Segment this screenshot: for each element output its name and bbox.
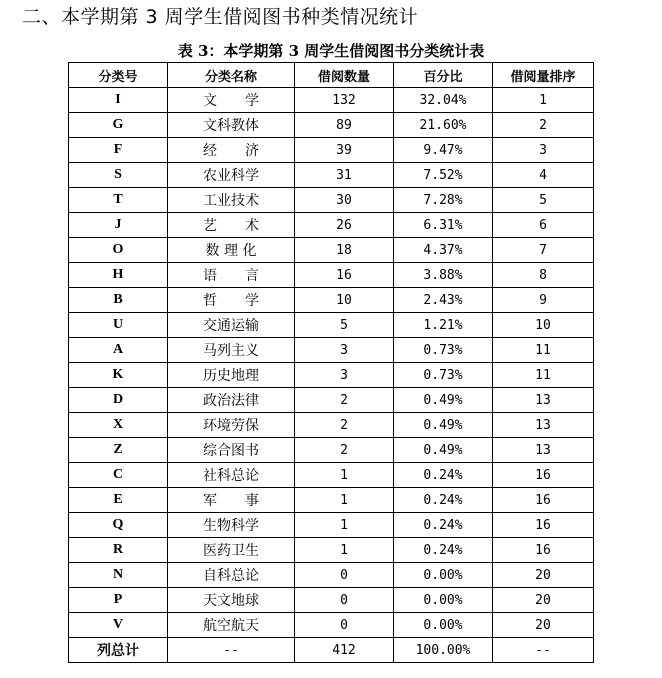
- row-name: 天文地球: [168, 588, 295, 613]
- row-rank: 20: [493, 613, 594, 638]
- row-percent: 0.00%: [394, 563, 493, 588]
- header-rank: 借阅量排序: [493, 63, 594, 88]
- row-count: 0: [295, 588, 394, 613]
- row-rank: 20: [493, 588, 594, 613]
- total-row: [69, 638, 594, 663]
- header-percent: 百分比: [394, 63, 493, 88]
- table-row: [69, 188, 594, 213]
- table-row: [69, 213, 594, 238]
- row-code: P: [69, 588, 168, 613]
- row-code: J: [69, 213, 168, 238]
- row-rank: 2: [493, 113, 594, 138]
- row-code: O: [69, 238, 168, 263]
- table-row: [69, 413, 594, 438]
- table-row: [69, 138, 594, 163]
- table-row: [69, 388, 594, 413]
- row-percent: 0.00%: [394, 613, 493, 638]
- table-row: [69, 513, 594, 538]
- row-percent: 0.00%: [394, 588, 493, 613]
- row-name: 文科教体: [168, 113, 295, 138]
- row-percent: 0.73%: [394, 363, 493, 388]
- row-code: X: [69, 413, 168, 438]
- row-name: 自科总论: [168, 563, 295, 588]
- row-count: 31: [295, 163, 394, 188]
- row-name: 经 济: [168, 138, 295, 163]
- row-code: R: [69, 538, 168, 563]
- table-row: [69, 338, 594, 363]
- row-count: 1: [295, 538, 394, 563]
- row-percent: 7.52%: [394, 163, 493, 188]
- row-count: 3: [295, 363, 394, 388]
- row-percent: 0.73%: [394, 338, 493, 363]
- row-percent: 0.24%: [394, 488, 493, 513]
- row-rank: 9: [493, 288, 594, 313]
- row-name: 哲 学: [168, 288, 295, 313]
- row-code: H: [69, 263, 168, 288]
- header-name: 分类名称: [168, 63, 295, 88]
- row-name: 工业技术: [168, 188, 295, 213]
- row-rank: 3: [493, 138, 594, 163]
- row-percent: 0.24%: [394, 513, 493, 538]
- table-row: [69, 588, 594, 613]
- row-count: 0: [295, 613, 394, 638]
- table-row: [69, 463, 594, 488]
- row-percent: 0.24%: [394, 463, 493, 488]
- row-name: 农业科学: [168, 163, 295, 188]
- row-name: 军 事: [168, 488, 295, 513]
- row-name: 环境劳保: [168, 413, 295, 438]
- row-percent: 4.37%: [394, 238, 493, 263]
- table-row: [69, 288, 594, 313]
- row-percent: 6.31%: [394, 213, 493, 238]
- row-count: 30: [295, 188, 394, 213]
- table-row: [69, 613, 594, 638]
- row-percent: 1.21%: [394, 313, 493, 338]
- table-caption: 表 3：本学期第 3 周学生借阅图书分类统计表: [177, 42, 485, 60]
- table-row: [69, 238, 594, 263]
- row-code: Q: [69, 513, 168, 538]
- row-count: 1: [295, 513, 394, 538]
- table-row: [69, 163, 594, 188]
- row-name: 政治法律: [168, 388, 295, 413]
- row-name: 历史地理: [168, 363, 295, 388]
- row-code: Z: [69, 438, 168, 463]
- table-row: [69, 363, 594, 388]
- row-percent: 0.49%: [394, 388, 493, 413]
- total-label: 列总计: [69, 638, 168, 663]
- row-count: 18: [295, 238, 394, 263]
- row-rank: 16: [493, 463, 594, 488]
- table-row: [69, 538, 594, 563]
- row-rank: 4: [493, 163, 594, 188]
- total-percent: 100.00%: [394, 638, 493, 663]
- row-code: S: [69, 163, 168, 188]
- row-rank: 11: [493, 338, 594, 363]
- row-rank: 11: [493, 363, 594, 388]
- header-code: 分类号: [69, 63, 168, 88]
- total-name: --: [168, 638, 295, 663]
- row-count: 2: [295, 438, 394, 463]
- row-percent: 0.49%: [394, 438, 493, 463]
- row-count: 3: [295, 338, 394, 363]
- row-name: 社科总论: [168, 463, 295, 488]
- row-name: 艺 术: [168, 213, 295, 238]
- section-heading: 二、本学期第 3 周学生借阅图书种类情况统计: [22, 6, 419, 28]
- table-row: [69, 488, 594, 513]
- row-count: 89: [295, 113, 394, 138]
- row-percent: 21.60%: [394, 113, 493, 138]
- total-rank: --: [493, 638, 594, 663]
- table-row: [69, 263, 594, 288]
- row-name: 航空航天: [168, 613, 295, 638]
- row-code: E: [69, 488, 168, 513]
- row-rank: 7: [493, 238, 594, 263]
- borrowing-stats-table: [68, 62, 594, 663]
- row-code: B: [69, 288, 168, 313]
- row-code: C: [69, 463, 168, 488]
- row-rank: 13: [493, 438, 594, 463]
- row-count: 1: [295, 488, 394, 513]
- row-code: I: [69, 88, 168, 113]
- row-name: 马列主义: [168, 338, 295, 363]
- table-row: [69, 563, 594, 588]
- row-code: T: [69, 188, 168, 213]
- row-code: U: [69, 313, 168, 338]
- row-code: G: [69, 113, 168, 138]
- row-count: 0: [295, 563, 394, 588]
- row-name: 数 理 化: [168, 238, 295, 263]
- row-code: N: [69, 563, 168, 588]
- row-code: D: [69, 388, 168, 413]
- row-percent: 0.49%: [394, 413, 493, 438]
- table-row: [69, 88, 594, 113]
- row-count: 16: [295, 263, 394, 288]
- row-rank: 20: [493, 563, 594, 588]
- row-count: 39: [295, 138, 394, 163]
- row-rank: 16: [493, 538, 594, 563]
- row-percent: 3.88%: [394, 263, 493, 288]
- row-rank: 13: [493, 413, 594, 438]
- row-rank: 5: [493, 188, 594, 213]
- row-name: 语 言: [168, 263, 295, 288]
- row-percent: 9.47%: [394, 138, 493, 163]
- row-count: 26: [295, 213, 394, 238]
- row-name: 综合图书: [168, 438, 295, 463]
- header-count: 借阅数量: [295, 63, 394, 88]
- row-count: 5: [295, 313, 394, 338]
- row-code: K: [69, 363, 168, 388]
- row-count: 2: [295, 388, 394, 413]
- row-rank: 10: [493, 313, 594, 338]
- row-code: A: [69, 338, 168, 363]
- table-row: [69, 313, 594, 338]
- row-count: 2: [295, 413, 394, 438]
- row-name: 医药卫生: [168, 538, 295, 563]
- row-code: V: [69, 613, 168, 638]
- row-rank: 13: [493, 388, 594, 413]
- row-percent: 7.28%: [394, 188, 493, 213]
- row-rank: 8: [493, 263, 594, 288]
- row-rank: 16: [493, 488, 594, 513]
- row-code: F: [69, 138, 168, 163]
- row-rank: 6: [493, 213, 594, 238]
- row-percent: 32.04%: [394, 88, 493, 113]
- total-count: 412: [295, 638, 394, 663]
- row-count: 132: [295, 88, 394, 113]
- row-name: 生物科学: [168, 513, 295, 538]
- row-rank: 16: [493, 513, 594, 538]
- row-name: 交通运输: [168, 313, 295, 338]
- row-percent: 2.43%: [394, 288, 493, 313]
- row-count: 1: [295, 463, 394, 488]
- row-count: 10: [295, 288, 394, 313]
- row-rank: 1: [493, 88, 594, 113]
- row-percent: 0.24%: [394, 538, 493, 563]
- header-row: [69, 63, 594, 88]
- row-name: 文 学: [168, 88, 295, 113]
- table-row: [69, 438, 594, 463]
- table-row: [69, 113, 594, 138]
